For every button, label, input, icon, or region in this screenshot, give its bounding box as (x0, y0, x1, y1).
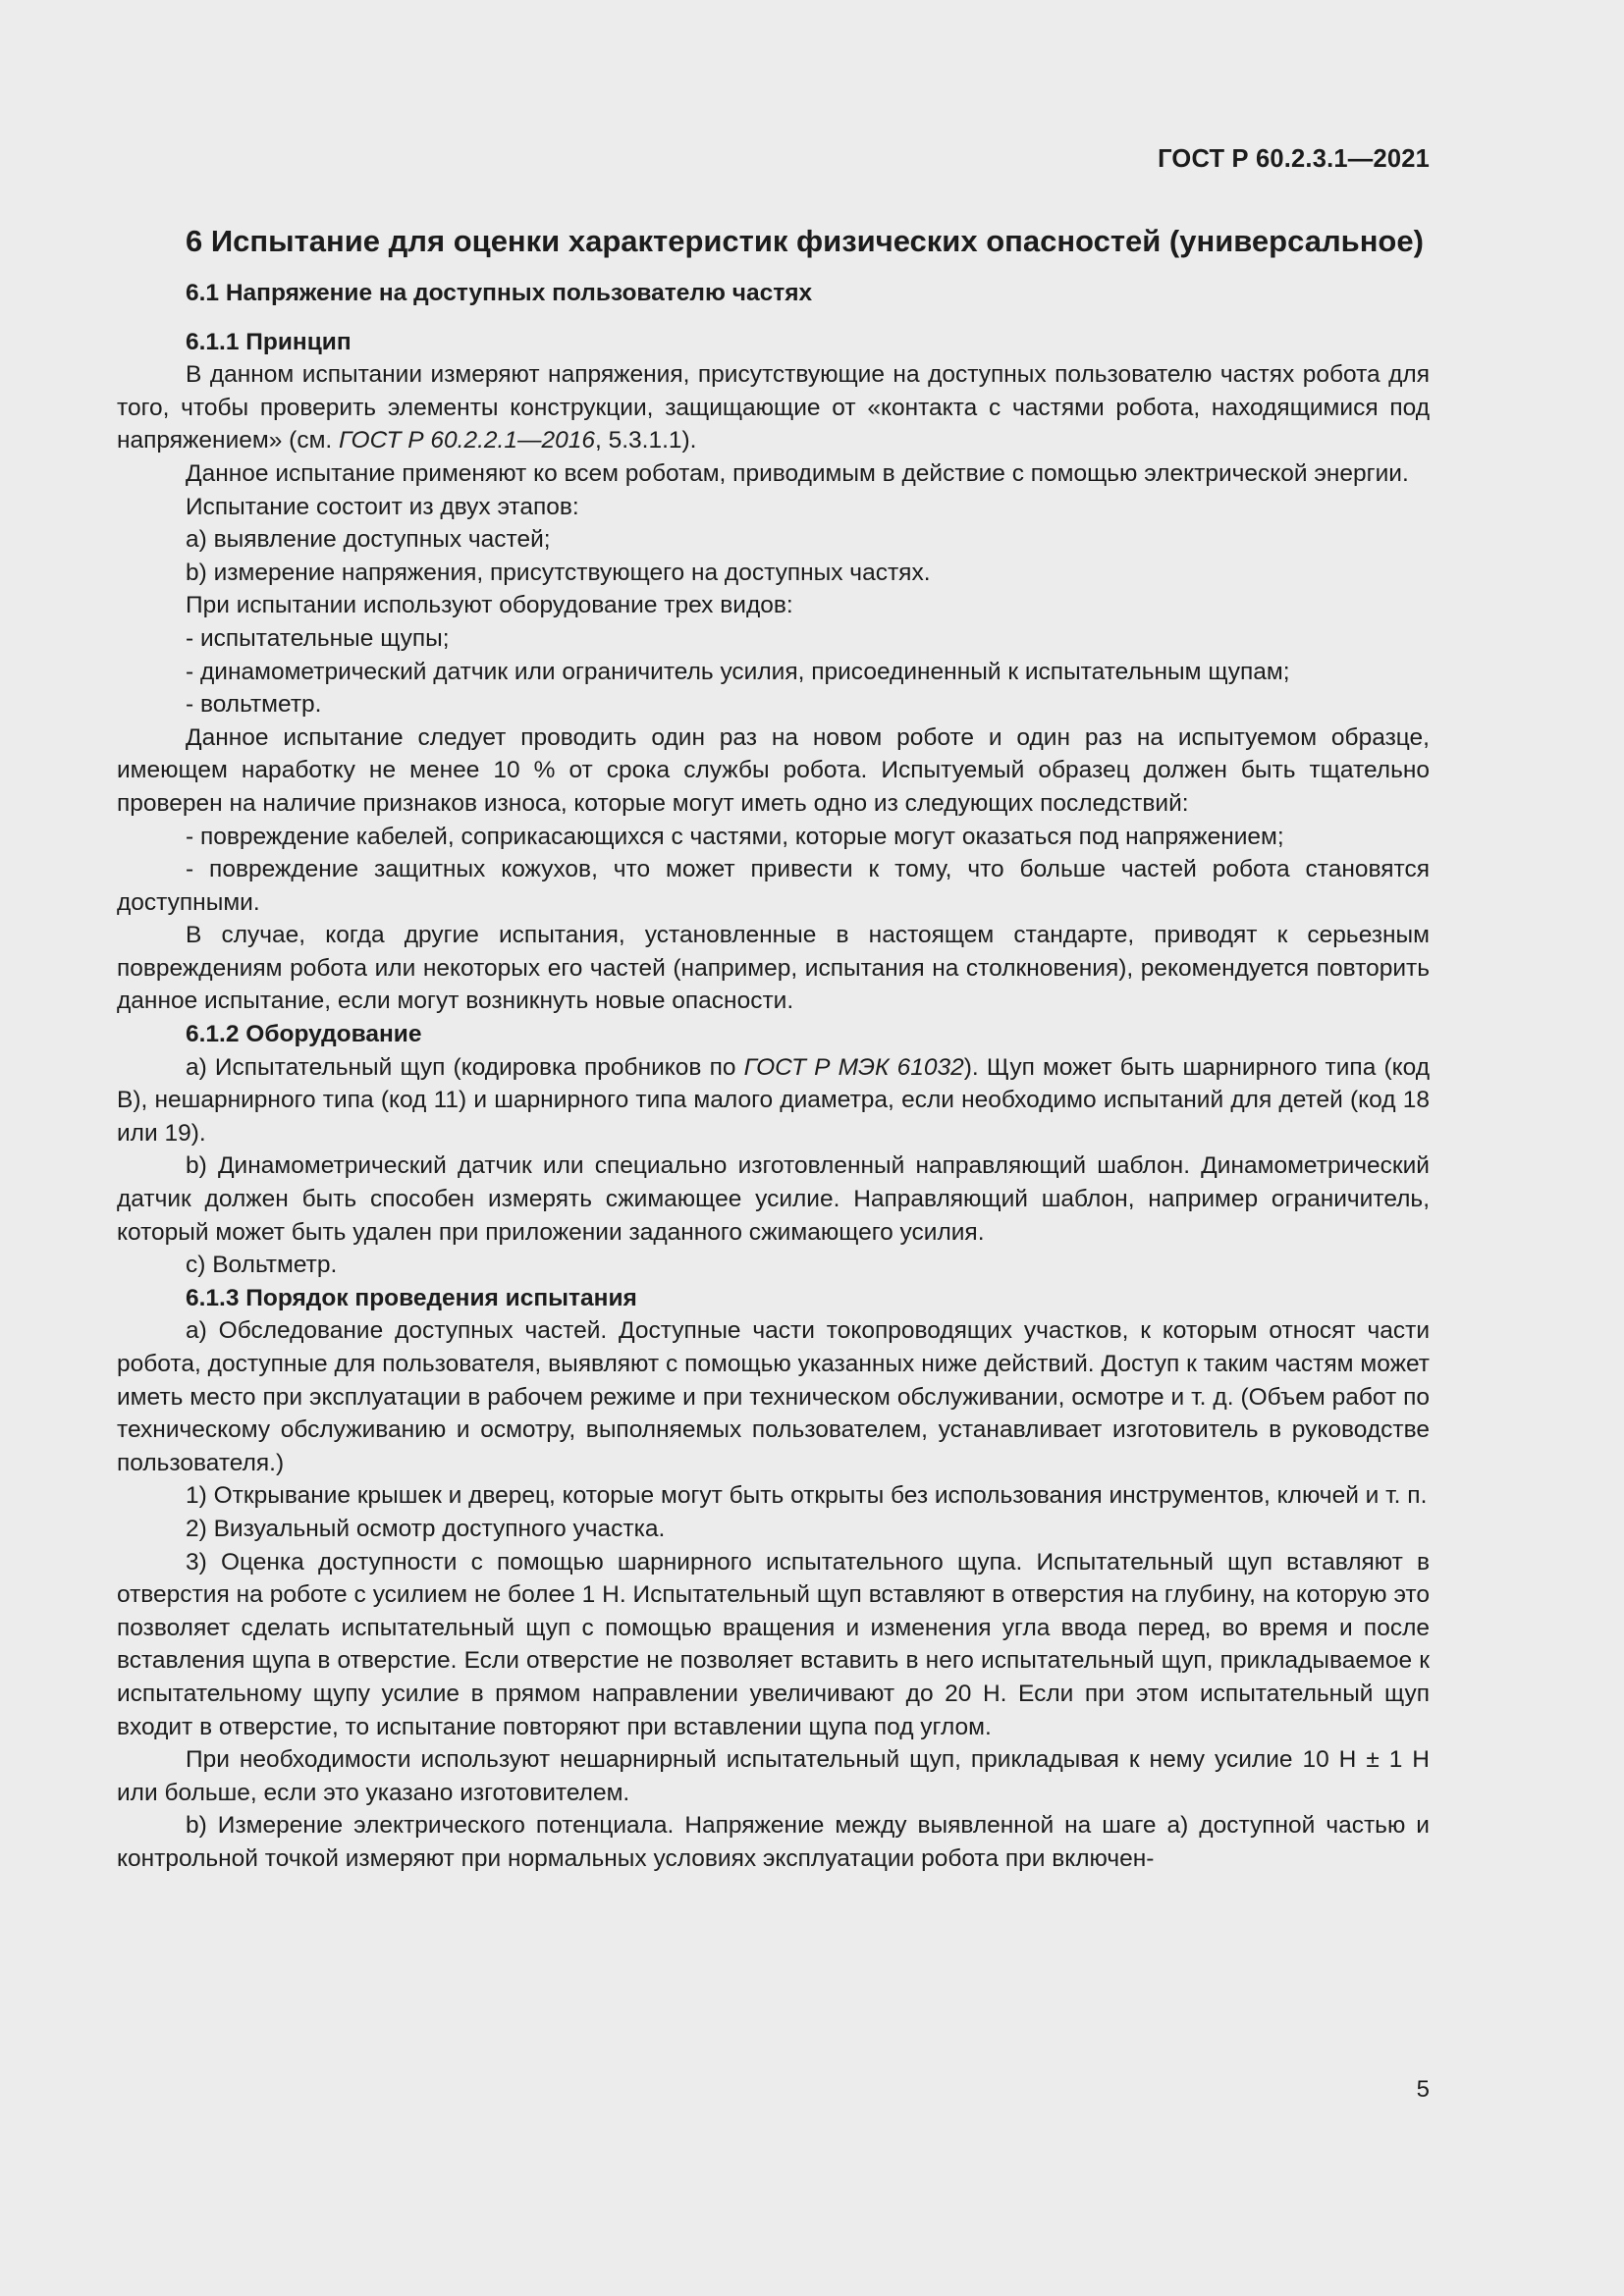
paragraph (117, 358, 1430, 457)
paragraph: Данное испытание применяют ко всем роботам, приводимым в действие с помощью электрической энергии. (186, 459, 1409, 487)
list-item: b) измерение напряжения, присутствующего на доступных частях. (186, 559, 931, 586)
list-item: - повреждение защитных кожухов, что может привести к тому, что больше частей робота становятся доступными. (117, 856, 1430, 916)
list-item: - вольтметр. (186, 691, 322, 719)
paragraph-text: В данном испытании измеряют напряжения, присутствующие на доступных пользователю частях робота для того, чтобы проверить элементы конструкции, защищающие от «контакта с частями робота, находящимися под напряжением» (см. (117, 361, 1430, 454)
paragraph: b) Измерение электрического потенциала. Напряжение между выявленной на шаге а) доступной частью и контрольной точкой измеряют при нормальных условиях эксплуатации робота при включен- (117, 1812, 1430, 1872)
list-item: - динамометрический датчик или ограничитель усилия, присоединенный к испытательным щупам; (186, 658, 1290, 685)
section-6-1-1-title: 6.1.1 Принцип (186, 328, 352, 355)
page-number: 5 (1416, 2076, 1430, 2103)
paragraph-text: а) Испытательный щуп (кодировка пробников по (186, 1053, 744, 1081)
paragraph: 2) Визуальный осмотр доступного участка. (186, 1515, 666, 1542)
standard-reference: ГОСТ Р 60.2.2.1—2016 (339, 427, 595, 454)
list-item: - испытательные щупы; (186, 624, 450, 652)
paragraph: В случае, когда другие испытания, установленные в настоящем стандарте, приводят к серьезным повреждениям робота или некоторых его частей (например, испытания на столкновения), рекомендуется повторить данное испытание, если могут возникнуть новые опасности. (117, 922, 1430, 1015)
section-6-1-title: 6.1 Напряжение на доступных пользователю частях (186, 280, 813, 306)
paragraph: Испытание состоит из двух этапов: (186, 493, 579, 520)
document-code: ГОСТ Р 60.2.3.1—2021 (1158, 145, 1430, 173)
paragraph: b) Динамометрический датчик или специально изготовленный направляющий шаблон. Динамометрический датчик должен быть способен измерять сжимающее усилие. Направляющий шаблон, например ограничитель, который может быть удален при приложении заданного сжимающего усилия. (117, 1152, 1430, 1246)
section-6-1-3-title: 6.1.3 Порядок проведения испытания (186, 1284, 637, 1311)
page-content (117, 222, 1430, 1876)
paragraph: 1) Открывание крышек и дверец, которые могут быть открыты без использования инструментов, ключей и т. п. (186, 1482, 1428, 1510)
paragraph: При испытании используют оборудование трех видов: (186, 592, 793, 619)
paragraph (117, 1051, 1430, 1150)
list-item: а) выявление доступных частей; (186, 526, 551, 554)
paragraph: а) Обследование доступных частей. Доступные части токопроводящих участков, к которым относят части робота, доступные для пользователя, выявляют с помощью указанных ниже действий. Доступ к таким частям может иметь место при эксплуатации в рабочем режиме и при техническом обслуживании, осмотре и т. д. (Объем работ по техническому обслуживанию и осмотру, выполняемых пользователем, устанавливает изготовитель в руководстве пользователя.) (117, 1317, 1430, 1476)
paragraph: 3) Оценка доступности с помощью шарнирного испытательного щупа. Испытательный щуп вставляют в отверстия на роботе с усилием не более 1 Н. Испытательный щуп вставляют в отверстия на глубину, на которую это позволяет сделать испытательный щуп с помощью вращения и изменения угла ввода перед, во время и после вставления щупа в отверстие. Если отверстие не позволяет вставить в него испытательный щуп, прикладываемое к испытательному щупу усилие в прямом направлении увеличивают до 20 Н. Если при этом испытательный щуп входит в отверстие, то испытание повторяют при вставлении щупа под углом. (117, 1548, 1430, 1740)
section-6-1-2-title: 6.1.2 Оборудование (186, 1021, 422, 1048)
section-6-title: 6 Испытание для оценки характеристик физических опасностей (универсальное) (186, 224, 1424, 258)
paragraph-text: ). Щуп может быть шарнирного типа (код B), нешарнирного типа (код 11) и шарнирного типа малого диаметра, если необходимо испытаний для детей (код 18 или 19). (117, 1053, 1430, 1147)
paragraph: Данное испытание следует проводить один раз на новом роботе и один раз на испытуемом образце, имеющем наработку не менее 10 % от срока службы робота. Испытуемый образец должен быть тщательно проверен на наличие признаков износа, которые могут иметь одно из следующих последствий: (117, 723, 1430, 817)
list-item: - повреждение кабелей, соприкасающихся с частями, которые могут оказаться под напряжением; (186, 823, 1284, 850)
standard-reference: ГОСТ Р МЭК 61032 (743, 1053, 964, 1081)
paragraph: c) Вольтметр. (186, 1252, 338, 1279)
paragraph-text: , 5.3.1.1). (594, 427, 697, 454)
paragraph: При необходимости используют нешарнирный испытательный щуп, прикладывая к нему усилие 10 Н ± 1 Н или больше, если это указано изготовителем. (117, 1746, 1430, 1806)
